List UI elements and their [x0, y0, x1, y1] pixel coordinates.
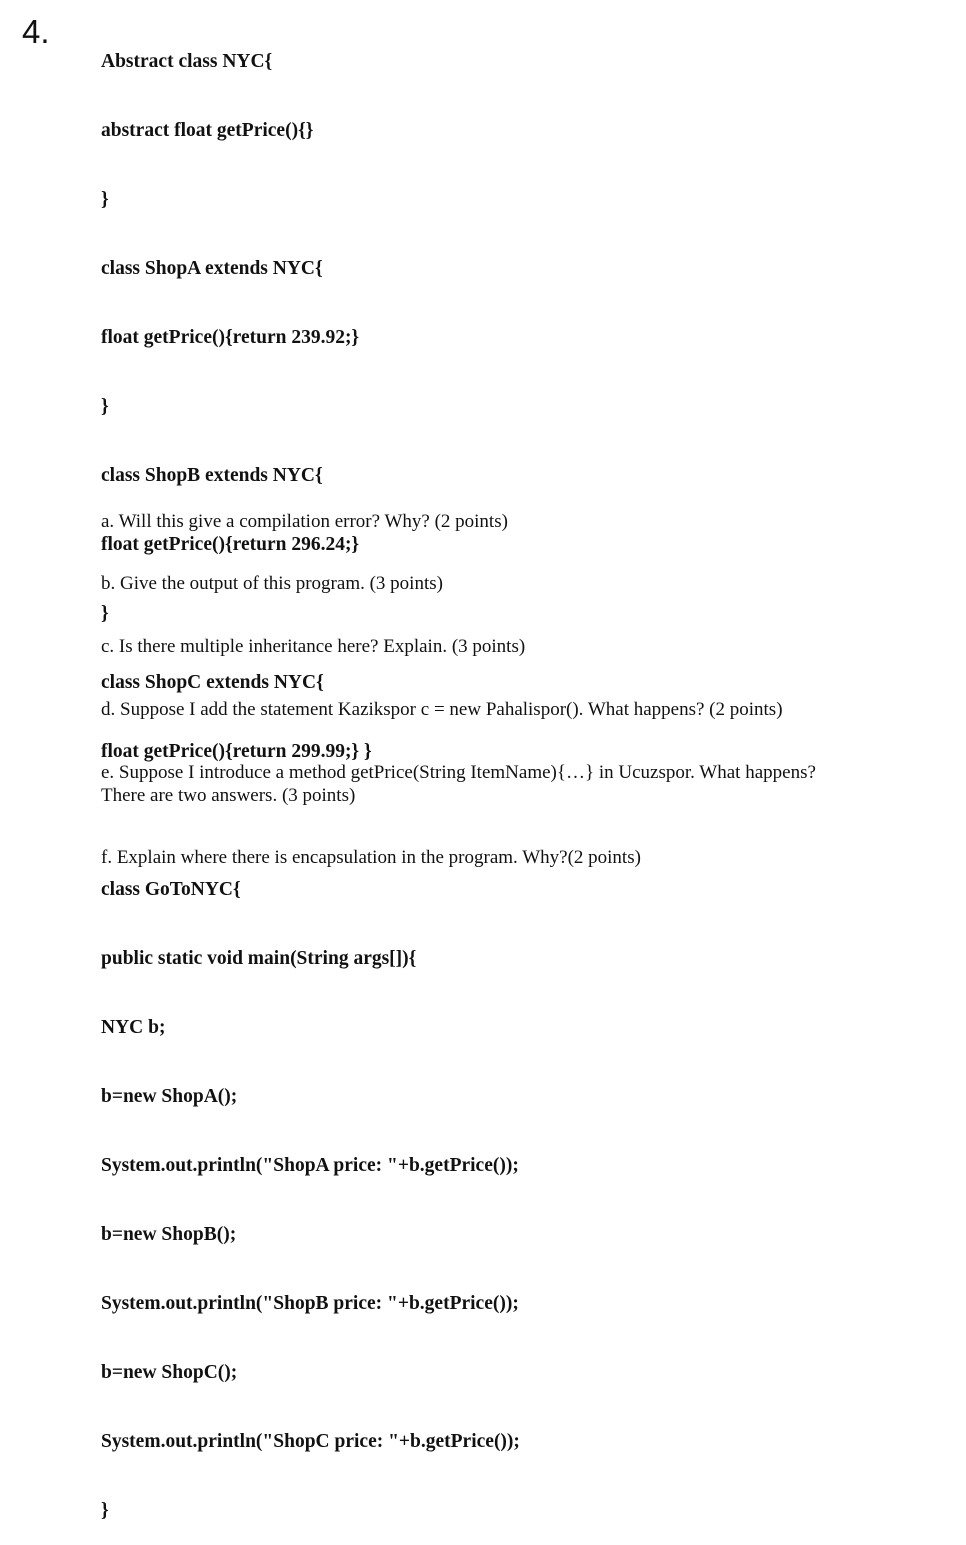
code-line: NYC b; [101, 1017, 166, 1038]
code-line: class GoToNYC{ [101, 879, 241, 900]
code-line: abstract float getPrice(){} [101, 120, 314, 141]
question-b: b. Give the output of this program. (3 points) [101, 573, 443, 594]
code-line: } [101, 1500, 109, 1521]
code-line: b=new ShopA(); [101, 1086, 238, 1107]
code-line: public static void main(String args[]){ [101, 948, 417, 969]
code-line: Abstract class NYC{ [101, 51, 273, 72]
code-line: } [101, 603, 109, 624]
code-line: System.out.println("ShopA price: "+b.getPrice()); [101, 1155, 519, 1176]
question-a: a. Will this give a compilation error? Why? (2 points) [101, 511, 508, 532]
code-line: float getPrice(){return 296.24;} [101, 534, 360, 555]
code-line: float getPrice(){return 239.92;} [101, 327, 360, 348]
question-d: d. Suppose I add the statement Kazikspor c = new Pahalispor(). What happens? (2 points) [101, 699, 783, 720]
code-line: b=new ShopC(); [101, 1362, 238, 1383]
code-line: class ShopC extends NYC{ [101, 672, 324, 693]
code-line: float getPrice(){return 299.99;} } [101, 741, 372, 762]
code-line: System.out.println("ShopB price: "+b.getPrice()); [101, 1293, 519, 1314]
question-e [101, 761, 921, 807]
code-line: System.out.println("ShopC price: "+b.getPrice()); [101, 1431, 520, 1452]
question-c: c. Is there multiple inheritance here? Explain. (3 points) [101, 636, 526, 657]
question-number: 4. [22, 13, 50, 50]
code-line: } [101, 189, 109, 210]
code-line: class ShopA extends NYC{ [101, 258, 323, 279]
code-line: } [101, 396, 109, 417]
code-line: b=new ShopB(); [101, 1224, 237, 1245]
question-f: f. Explain where there is encapsulation in the program. Why?(2 points) [101, 847, 641, 868]
code-line: class ShopB extends NYC{ [101, 465, 323, 486]
question-e-line-2: There are two answers. (3 points) [101, 785, 356, 806]
question-e-line-1: e. Suppose I introduce a method getPrice(String ItemName){…} in Ucuzspor. What happens? [101, 762, 816, 783]
code-line [101, 809, 520, 832]
